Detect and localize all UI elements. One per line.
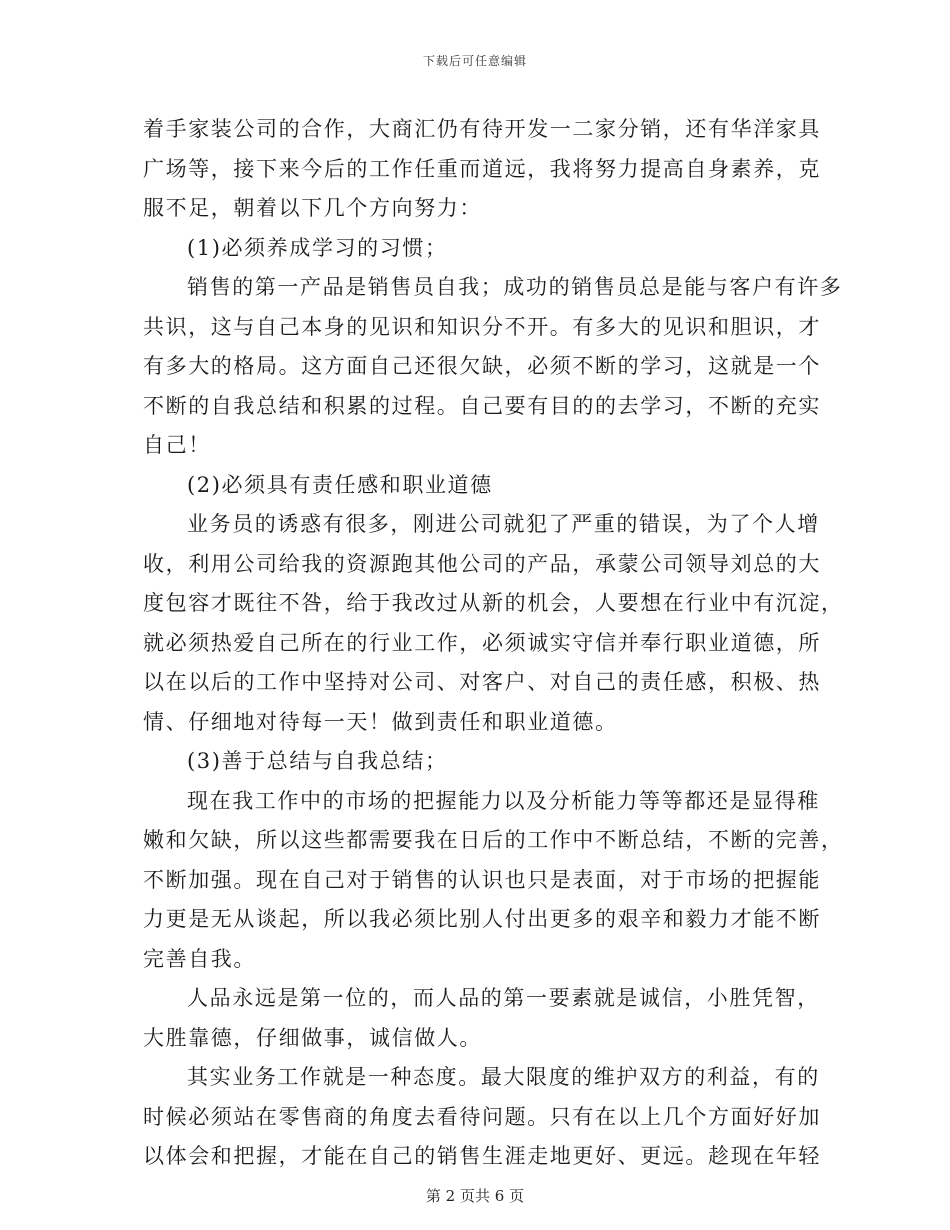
text-line: 现在我工作中的市场的把握能力以及分析能力等等都还是显得稚 bbox=[187, 788, 820, 813]
text-line: 大胜靠德，仔细做事，诚信做人。 bbox=[143, 1025, 482, 1050]
page-header: 下载后可任意编辑 bbox=[422, 54, 527, 68]
text-line: 自己！ bbox=[143, 433, 211, 457]
page-footer: 第 2 页共 6 页 bbox=[425, 1187, 525, 1205]
text-line: 有多大的格局。这方面自己还很欠缺，必须不断的学习，这就是一个 bbox=[143, 354, 821, 378]
text-line: 其实业务工作就是一种态度。最大限度的维护双方的利益，有的 bbox=[187, 1065, 820, 1089]
text-line: 销售的第一产品是销售员自我；成功的销售员总是能与客户有许多 bbox=[187, 275, 843, 299]
text-line: 人品永远是第一位的，而人品的第一要素就是诚信，小胜凭智， bbox=[187, 986, 820, 1010]
text-line: (2)必须具有责任感和职业道德 bbox=[187, 472, 493, 497]
text-line: 时候必须站在零售商的角度去看待问题。只有在以上几个方面好好加 bbox=[143, 1104, 821, 1129]
text-line: 度包容才既往不咎，给于我改过从新的机会，人要想在行业中有沉淀， bbox=[143, 591, 844, 615]
text-line: 就必须热爱自己所在的行业工作，必须诚实守信并奉行职业道德，所 bbox=[143, 630, 821, 655]
text-line: 服不足，朝着以下几个方向努力： bbox=[143, 196, 482, 220]
text-line: 收，利用公司给我的资源跑其他公司的产品，承蒙公司领导刘总的大 bbox=[143, 551, 821, 576]
text-line: 不断加强。现在自己对于销售的认识也只是表面，对于市场的把握能 bbox=[143, 867, 821, 892]
text-line: 着手家装公司的合作，大商汇仍有待开发一二家分销，还有华洋家具 bbox=[143, 117, 821, 141]
text-line: 广场等，接下来今后的工作任重而道远，我将努力提高自身素养，克 bbox=[143, 156, 821, 181]
text-line: 嫩和欠缺，所以这些都需要我在日后的工作中不断总结，不断的完善， bbox=[143, 828, 844, 852]
text-line: (1)必须养成学习的习惯； bbox=[187, 235, 448, 260]
text-line: (3)善于总结与自我总结； bbox=[187, 749, 448, 773]
text-line: 业务员的诱惑有很多，刚进公司就犯了严重的错误，为了个人增 bbox=[187, 512, 820, 536]
text-line: 不断的自我总结和积累的过程。自己要有目的的去学习，不断的充实 bbox=[143, 393, 821, 418]
text-line: 情、仔细地对待每一天！做到责任和职业道德。 bbox=[143, 709, 618, 734]
text-line: 共识，这与自己本身的见识和知识分不开。有多大的见识和胆识，才 bbox=[143, 314, 821, 339]
document-body bbox=[143, 110, 844, 1177]
text-line: 以在以后的工作中坚持对公司、对客户、对自己的责任感，积极、热 bbox=[143, 670, 821, 694]
text-line: 完善自我。 bbox=[143, 946, 256, 971]
text-line: 以体会和把握，才能在自己的销售生涯走地更好、更远。趁现在年轻 bbox=[143, 1144, 821, 1168]
text-line: 力更是无从谈起，所以我必须比别人付出更多的艰辛和毅力才能不断 bbox=[143, 907, 821, 931]
